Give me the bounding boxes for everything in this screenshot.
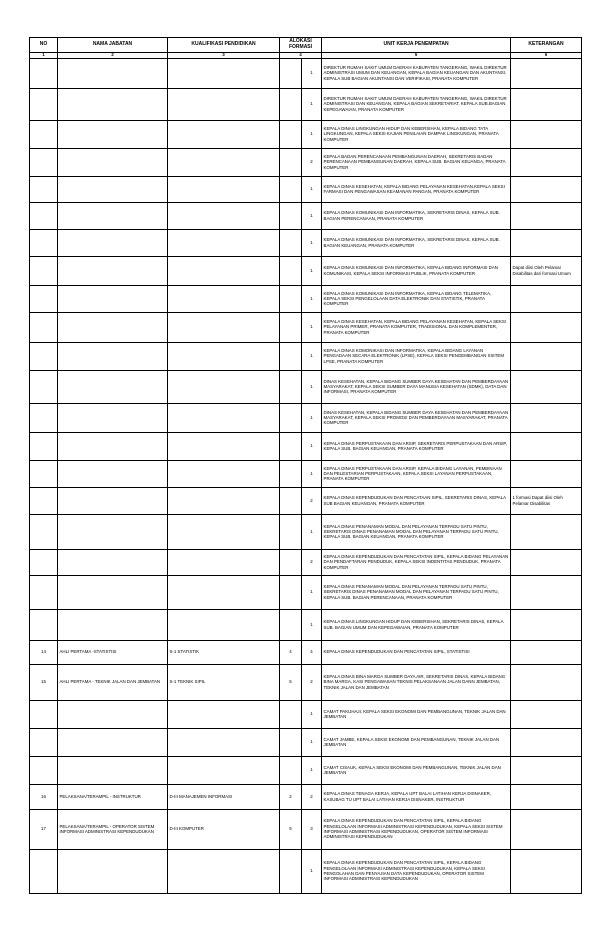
education-qualification [168, 403, 280, 432]
formation-count: 1 [302, 342, 322, 370]
table-row [30, 256, 582, 285]
formation-total [280, 202, 302, 229]
formation-count: 2 [302, 664, 322, 700]
table-row [30, 575, 582, 609]
work-unit: KEPALA DINAS KEPENDUDUKAN DAN PENCATATAN SIPIL, KEPALA BIDANG PENGELOLAAN INFORMASI ADMINISTRASI KEPENDUDUKAN, KEPALA SEKSI PENGOLAHAN DAN PENYAJIAN DATA KEPENDUDUKAN, OPERATOR SISTEM INFORMASI ADMINISTRASI KEPENDUDUKAN [322, 849, 511, 893]
work-unit: KEPALA DINAS PENANAMAN MODAL DAN PELAYANAN TERPADU SATU PINTU, SEKRETARIS DINAS PENANAMAN MODAL DAN PELAYANAN TERPADU SATU PINTU, KEPALA SUB. BAGIAN KEUANGAN, PRANATA KOMPUTER [322, 514, 511, 549]
row-number: 15 [30, 664, 58, 700]
work-unit: DINAS KESEHATAN, KEPALA BIDANG SUMBER DAYA KESEHATAN DAN PEMBERDAYAAN MASYARAKAT, KEPALA SEKSI PROMOSI DAN PEMBERDAYAAN MASYARAKAT, PRANATA KOMPUTER [322, 403, 511, 432]
work-unit: KEPALA DINAS BINA MARGA SUMBER DAYA AIR, SEKRETARIS DINAS, KEPALA BIDANG BINA MARGA, KASI PENGAWASAN TEKNIS PELAKSANAAN JALAN DANN JEMBATAN, TEKNIK JALAN DAN JEMBATAN [322, 664, 511, 700]
formation-total [280, 58, 302, 88]
education-qualification [168, 370, 280, 403]
job-title [58, 487, 168, 514]
education-qualification [168, 229, 280, 256]
job-title [58, 514, 168, 549]
work-unit: KEPALA DINAS TENAGA KERJA, KEPALA UPT BALAI LATIHAN KERJA DISNAKER, KASUBAG TU UPT BALAI LATIHAN KERJA DISNAKER, INSTRUKTUR [322, 784, 511, 809]
work-unit: CAMAT CISAUK, KEPALA SEKSI EKONOMI DAN PEMBANGUNAN, TEKNIK JALAN DAN JEMBATAN [322, 756, 511, 784]
remarks [511, 342, 582, 370]
formation-total [280, 549, 302, 575]
formation-count: 1 [302, 229, 322, 256]
work-unit: KEPALA DINAS KOMONIKASI DAN INFORMATIKA, KEPALA BIDANG LAYANAN PENGADAAN SECARA ELEKTRONIK (LPSE), KEPALA SEKSI PENGEMBANGAN SISTEM LPSE, PRANATA KOMPUTER [322, 342, 511, 370]
table-row [30, 664, 582, 700]
job-title: PELAKSANA/TERAMPIL - INSTRUKTUR [58, 784, 168, 809]
formation-count: 1 [302, 432, 322, 460]
formation-count: 1 [302, 312, 322, 342]
education-qualification [168, 432, 280, 460]
header-no: NO [30, 38, 58, 53]
job-title [58, 58, 168, 88]
job-title [58, 148, 168, 176]
header-alokasi: ALOKASI FORMASI [280, 38, 322, 53]
table-row [30, 609, 582, 640]
row-number [30, 256, 58, 285]
table-row [30, 756, 582, 784]
formation-total [280, 728, 302, 756]
row-number [30, 176, 58, 202]
education-qualification [168, 342, 280, 370]
remarks [511, 664, 582, 700]
formation-count: 2 [302, 549, 322, 575]
table-body [30, 58, 582, 893]
education-qualification: S-1 STATISTIK [168, 640, 280, 664]
work-unit: KEPALA DINAS LINGKUNGAN HIDUP DAN KEBERSIHAN, SEKRETARIS DINAS, KEPALA SUB. BAGIAN UMUM DAN KEPEGAWAIAN, PRANATA KOMPUTER [322, 609, 511, 640]
formation-total [280, 460, 302, 487]
formation-count: 1 [302, 514, 322, 549]
table-row [30, 809, 582, 849]
remarks [511, 312, 582, 342]
education-qualification [168, 700, 280, 728]
job-title [58, 728, 168, 756]
formation-total [280, 609, 302, 640]
formation-count: 1 [302, 609, 322, 640]
formation-total: 4 [280, 640, 302, 664]
work-unit: KEPALA DINAS KEPENDUDUKAN DAN PENCATATAN SIPIL, KEPALA BIDANG PENGELOLAAN INFORMASI ADMINISTRASI KEPENDUDUKAN, KEPALA SEKSI SISTEM INFORMASI ADMINISTRASI KEPENDUDUKAN, OPERATOR SISTEM INFORMASI ADMINISTRASI KEPENDUDUKAN [322, 809, 511, 849]
education-qualification [168, 312, 280, 342]
education-qualification [168, 256, 280, 285]
remarks [511, 609, 582, 640]
formation-total [280, 148, 302, 176]
education-qualification [168, 58, 280, 88]
formation-count: 1 [302, 88, 322, 120]
row-number [30, 148, 58, 176]
header-jabatan: NAMA JABATAN [58, 38, 168, 53]
job-title [58, 849, 168, 893]
job-title [58, 256, 168, 285]
formation-total [280, 432, 302, 460]
education-qualification [168, 609, 280, 640]
job-title [58, 575, 168, 609]
row-number [30, 514, 58, 549]
row-number [30, 549, 58, 575]
job-title: AHLI PERTAMA - TEKNIK JALAN DAN JEMBATAN [58, 664, 168, 700]
formation-total [280, 342, 302, 370]
job-title [58, 403, 168, 432]
remarks [511, 120, 582, 148]
education-qualification [168, 285, 280, 312]
table-row [30, 88, 582, 120]
formation-count: 1 [302, 575, 322, 609]
formation-total: 5 [280, 664, 302, 700]
formation-count: 1 [302, 202, 322, 229]
table-row [30, 640, 582, 664]
remarks [511, 756, 582, 784]
column-number: 6 [511, 53, 582, 59]
job-title [58, 312, 168, 342]
formation-total [280, 514, 302, 549]
formation-count: 3 [302, 809, 322, 849]
table-row [30, 784, 582, 809]
formation-count: 1 [302, 120, 322, 148]
row-number [30, 88, 58, 120]
formation-total: 2 [280, 784, 302, 809]
remarks [511, 285, 582, 312]
formation-count: 1 [302, 756, 322, 784]
remarks [511, 700, 582, 728]
table-row [30, 58, 582, 88]
column-number: 2 [58, 53, 168, 59]
work-unit: KEPALA DINAS KOMUNIKASI DAN INFORMATIKA, SEKRETARIS DINAS, KEPALA SUB. BAGIAN PERENCANAAN, PRANATA KOMPUTER [322, 202, 511, 229]
education-qualification [168, 575, 280, 609]
remarks [511, 403, 582, 432]
education-qualification [168, 202, 280, 229]
education-qualification: D-III KOMPUTER [168, 809, 280, 849]
table-row [30, 148, 582, 176]
formation-total [280, 120, 302, 148]
formation-count: 1 [302, 58, 322, 88]
work-unit: KEPALA DINAS KESEHATAN, KEPALA BIDANG PELAYANAN KESEHATAN, KEPALA SEKSI PELAYANAN PRIMER, PRANATA KOMPUTER, TRADISIONAL DAN KOMPLEMENTER, PRANATA KOMPUTER [322, 312, 511, 342]
formation-total [280, 285, 302, 312]
formation-total [280, 403, 302, 432]
row-number [30, 849, 58, 893]
education-qualification [168, 514, 280, 549]
work-unit: DIREKTUR RUMAH SAKIT UMUM DAERAH KABUPATEN TANGERANG, WAKIL DIREKTUR ADMINISTRASI UMUM DAN KEUANGAN, KEPALA BAGIAN KEUANGAN DAN AKUNTANSI, KEPALA SUB BAGIAN AKUNTANSI DAN VERIFIKASI, PRANATA KOMPUTER [322, 58, 511, 88]
job-title [58, 285, 168, 312]
formation-count: 1 [302, 370, 322, 403]
table-row [30, 120, 582, 148]
row-number [30, 120, 58, 148]
work-unit: KEPALA DINAS KOMUNIKASI DAN INFORMATIKA, KEPALA BIDANG TELEMATIKA, KEPALA SEKSI PENGELOLAAN DATA ELEKTRONIK DAN STATISTIK, PRANATA KOMPUTER [322, 285, 511, 312]
column-number: 4 [280, 53, 322, 59]
job-title [58, 432, 168, 460]
work-unit: KEPALA DINAS KEPENDUDUKAN DAN PENCATAAN SIPIL, SEKRETARIS DINAS, KEPALA SUB BAGIAN KEUANGAN, PRANATA KOMPUTER [322, 487, 511, 514]
job-title [58, 700, 168, 728]
row-number [30, 370, 58, 403]
table-row [30, 202, 582, 229]
formation-total [280, 849, 302, 893]
education-qualification [168, 549, 280, 575]
row-number: 17 [30, 809, 58, 849]
remarks [511, 728, 582, 756]
formation-table [29, 37, 582, 894]
remarks [511, 432, 582, 460]
work-unit: KEPALA DINAS KEPENDUDUKAN DAN PENCATATAN SIPIL, KEPALA BIDANG PELAYANAN DAN PENDAFTARAN PENDUDUK, KEPALA SEKSI INDENTITAS PENDUDUK, PRANATA KOMPUTER [322, 549, 511, 575]
table-row [30, 514, 582, 549]
job-title [58, 549, 168, 575]
job-title [58, 756, 168, 784]
remarks [511, 849, 582, 893]
header-kualifikasi: KUALIFIKASI PENDIDIKAN [168, 38, 280, 53]
remarks [511, 809, 582, 849]
formation-count: 2 [302, 487, 322, 514]
table-row [30, 728, 582, 756]
remarks [511, 460, 582, 487]
table-row [30, 285, 582, 312]
row-number [30, 403, 58, 432]
formation-count: 1 [302, 700, 322, 728]
job-title [58, 460, 168, 487]
table-row [30, 229, 582, 256]
formation-count: 1 [302, 256, 322, 285]
header-row [30, 38, 582, 53]
remarks: 1 formasi Dapat diisi Oleh Pelamar Disabilitas [511, 487, 582, 514]
job-title [58, 202, 168, 229]
column-number: 3 [168, 53, 280, 59]
formation-count: 1 [302, 849, 322, 893]
education-qualification: S-1 TEKNIK SIPIL [168, 664, 280, 700]
table-row [30, 549, 582, 575]
work-unit: KEPALA DINAS KESEHATAN, KEPALA BIDANG PELAYANAN KESEHATAN,KEPALA SEKSI FARMASI DAN PENGAWASAN KEAMANAN PANGAN, PRANATA KOMPUTER [322, 176, 511, 202]
education-qualification [168, 148, 280, 176]
formation-total [280, 176, 302, 202]
row-number [30, 460, 58, 487]
formation-count: 4 [302, 640, 322, 664]
work-unit: CAMAT PAKUHAJI, KEPALA SEKSI EKONOMI DAN PEMBANGUNAN, TEKNIK JALAN DAN JEMBATAN [322, 700, 511, 728]
formation-total [280, 370, 302, 403]
remarks: Dapat diisi Oleh Pelamar Disabilitas dari formasi Umum [511, 256, 582, 285]
job-title: PELAKSANA/TERAMPIL - OPERATOR SISTEM INFORMASI ADMINISTRASI KEPENDUDUKAN [58, 809, 168, 849]
education-qualification [168, 728, 280, 756]
table-row [30, 487, 582, 514]
remarks [511, 229, 582, 256]
table-row [30, 432, 582, 460]
work-unit: DIREKTUR RUMAH SAKIT UMUM DAERAH KABUPATEN TANGERANG, WAKIL DIREKTUR ADMINISTRASI DAN KEUANGAN, KEPALA BAGIAN SEKRETARIAT, KEPALA SUB.BAGIAN KEPEGAWAIAN, PRANATA KOMPUTER [322, 88, 511, 120]
formation-count: 1 [302, 176, 322, 202]
row-number [30, 202, 58, 229]
job-title [58, 609, 168, 640]
job-title [58, 120, 168, 148]
formation-total [280, 487, 302, 514]
remarks [511, 784, 582, 809]
row-number [30, 285, 58, 312]
job-title [58, 176, 168, 202]
work-unit: KEPALA DINAS KEPENDUDUKAN DAN PENCATATAN SIPIL, STATISTISI [322, 640, 511, 664]
work-unit: KEPALA DINAS PENANAMAN MODAL DAN PELAYANAN TERPADU SATU PINTU, SEKRETARIS DINAS PENANAMAN MODAL DAN PELAYANAN TERPADU SATU PINTU, KEPALA SUB. BAGIAN PERENCANAAN, PRANATA KOMPUTER [322, 575, 511, 609]
education-qualification [168, 88, 280, 120]
table-row [30, 176, 582, 202]
education-qualification [168, 849, 280, 893]
row-number [30, 432, 58, 460]
row-number [30, 229, 58, 256]
table-row [30, 849, 582, 893]
remarks [511, 148, 582, 176]
formation-total [280, 256, 302, 285]
formation-count: 2 [302, 148, 322, 176]
remarks [511, 549, 582, 575]
row-number [30, 575, 58, 609]
education-qualification: D-III MANAJEMEN INFORMASI [168, 784, 280, 809]
table-row [30, 312, 582, 342]
formation-total [280, 229, 302, 256]
table-row [30, 403, 582, 432]
table-row [30, 460, 582, 487]
education-qualification [168, 756, 280, 784]
work-unit: KEPALA DINAS PERPUSTAKAAN DAN ARSIP, SEKRETARIS PERPUSTAKAAN DAN ARSIP, KEPALA SUB. BAGIAN KEUANGAN, PRANATA KOMPUTER [322, 432, 511, 460]
education-qualification [168, 460, 280, 487]
column-number: 1 [30, 53, 58, 59]
remarks [511, 176, 582, 202]
row-number: 14 [30, 640, 58, 664]
job-title: AHLI PERTAMA -STATISTISI [58, 640, 168, 664]
work-unit: DINAS KESEHATAN, KEPALA BIDANG SUMBER DAYA KESEHATAN DAN PEMBERDAYAAN MASYARAKAT, KEPALA SEKSI SUMBER DAYA MANUSIA KESEHATAN (SDMK), DATA DAN INFORMASI, PRANATA KOMPUTER [322, 370, 511, 403]
formation-count: 2 [302, 784, 322, 809]
formation-count: 1 [302, 728, 322, 756]
work-unit: KEPALA DINAS LINGKUNGAN HIDUP DAN KEBERSIHAN, KEPALA BIDANG TATA LINGKUNGAN, KEPALA SEKSI KAJIAN PENILAIAN DAMPAK LINGKUNGAN, PRANATA KOMPUTER [322, 120, 511, 148]
job-title [58, 370, 168, 403]
remarks [511, 88, 582, 120]
remarks [511, 575, 582, 609]
work-unit: KEPALA DINAS KOMUNIKASI DAN INFORMATIKA, SEKRETARIS DINAS, KEPALA SUB. BAGIAN KEUANGAN, PRANATA KOMPUTER [322, 229, 511, 256]
row-number [30, 58, 58, 88]
formation-total [280, 700, 302, 728]
row-number [30, 312, 58, 342]
job-title [58, 342, 168, 370]
education-qualification [168, 176, 280, 202]
header-unit: UNIT KERJA PENEMPATAN [322, 38, 511, 53]
table-row [30, 342, 582, 370]
row-number [30, 487, 58, 514]
remarks [511, 58, 582, 88]
row-number: 16 [30, 784, 58, 809]
table-row [30, 700, 582, 728]
work-unit: KEPALA BADAN PERENCANAAN PEMBANGUNAN DAERAH, SEKRETARIS BADAN PERENCANAAN PEMBANGUNAN DAERAH, KEPALA SUB. BAGIAN KEUANGA, PRANATA KOMPUTER [322, 148, 511, 176]
row-number [30, 756, 58, 784]
formation-count: 1 [302, 403, 322, 432]
remarks [511, 370, 582, 403]
table-row [30, 370, 582, 403]
formation-total [280, 575, 302, 609]
work-unit: CAMAT JAMBE, KEPALA SEKSI EKONOMI DAN PEMBANGUNAN, TEKNIK JALAN DAN JEMBATAN [322, 728, 511, 756]
formation-total [280, 312, 302, 342]
remarks [511, 202, 582, 229]
formation-total: 5 [280, 809, 302, 849]
job-title [58, 88, 168, 120]
row-number [30, 700, 58, 728]
remarks [511, 514, 582, 549]
education-qualification [168, 120, 280, 148]
row-number [30, 342, 58, 370]
formation-total [280, 88, 302, 120]
column-number: 5 [322, 53, 511, 59]
formation-count: 1 [302, 285, 322, 312]
formation-total [280, 756, 302, 784]
header-keterangan: KETERANGAN [511, 38, 582, 53]
work-unit: KEPALA DINAS PERPUSTAKAAN DAN ARSIP, KEPALA BIDANG LAYANAN, PEMBINAAN DAN PELESTARIAN PERPUSTAKAAN, KEPALA SEKSI LAYANAN PERPUSTAKAAN, PRANATA KOMPUTER [322, 460, 511, 487]
remarks [511, 640, 582, 664]
work-unit: KEPALA DINAS KOMUNIKASI DAN INFORMATIKA, KEPALA BIDANG INFORMASI DAN KOMUNIKASI, KEPALA SEKSI INFORMASI PUBLIK, PRANATA KOMPUTER [322, 256, 511, 285]
row-number [30, 609, 58, 640]
row-number [30, 728, 58, 756]
formation-count: 1 [302, 460, 322, 487]
job-title [58, 229, 168, 256]
education-qualification [168, 487, 280, 514]
